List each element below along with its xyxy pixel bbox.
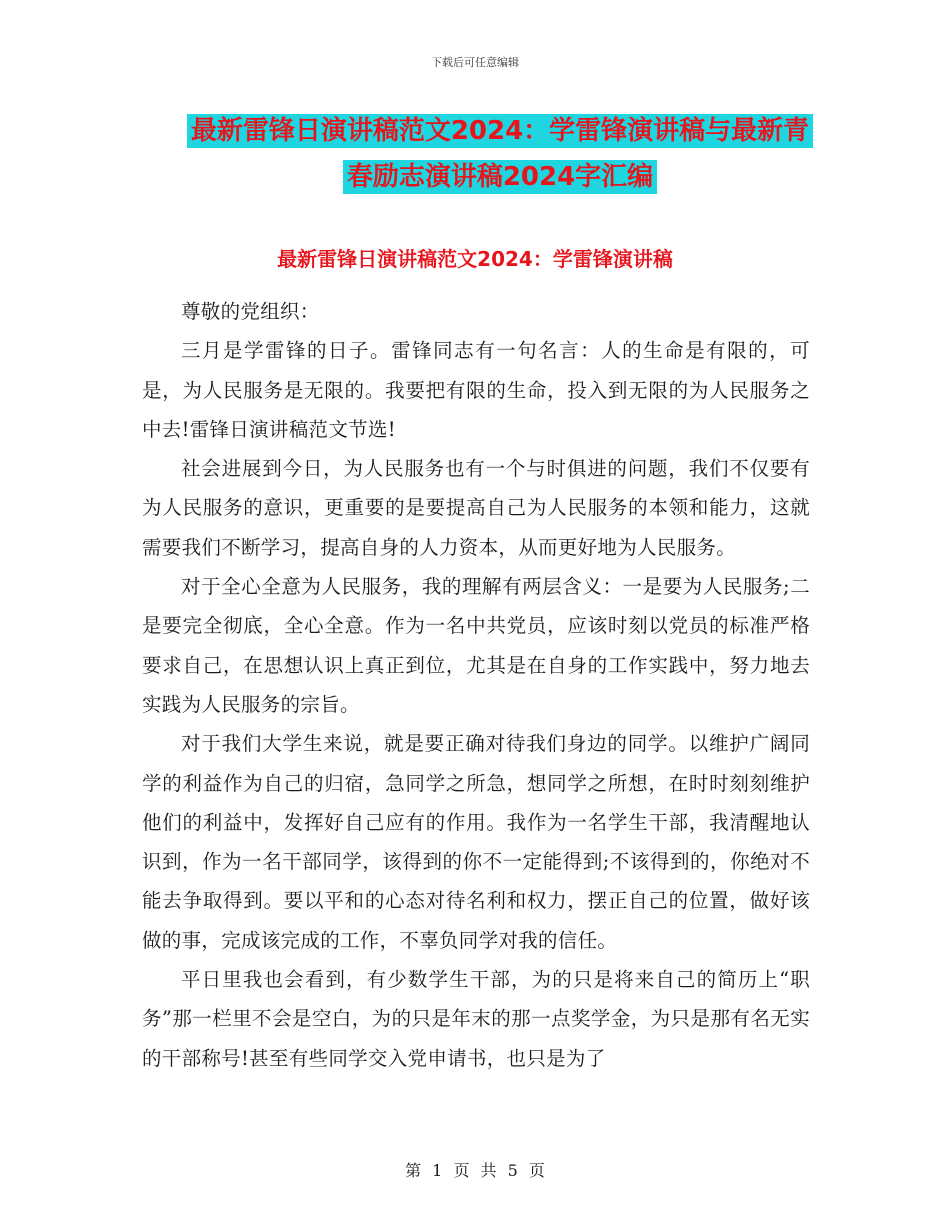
paragraph: 三月是学雷锋的日子。雷锋同志有一句名言：人的生命是有限的，可是，为人民服务是无限的。我要把有限的生命，投入到无限的为人民服务之中去!雷锋日演讲稿范文节选! — [142, 339, 810, 441]
page-footer: 第 1 页 共 5 页 — [405, 1161, 545, 1180]
body-text — [142, 292, 810, 1078]
paragraph: 对于全心全意为人民服务，我的理解有两层含义：一是要为人民服务;二是要完全彻底，全心全意。作为一名中共党员，应该时刻以党员的标准严格要求自己，在思想认识上真正到位，尤其是在自身的工作实践中，努力地去实践为人民服务的宗旨。 — [142, 575, 810, 716]
paragraph: 尊敬的党组织： — [181, 300, 320, 323]
paragraph: 平日里我也会看到，有少数学生干部，为的只是将来自己的简历上“职务”那一栏里不会是空白，为的只是年末的那一点奖学金，为只是那有名无实的干部称号!甚至有些同学交入党申请书，也只是为了 — [142, 968, 810, 1070]
title-line-1: 最新雷锋日演讲稿范文2024：学雷锋演讲稿与最新青 — [187, 114, 813, 148]
title-line-2: 春励志演讲稿2024字汇编 — [343, 160, 657, 194]
paragraph: 社会进展到今日，为人民服务也有一个与时俱进的问题，我们不仅要有为人民服务的意识，更重要的是要提高自己为人民服务的本领和能力，这就需要我们不断学习，提高自身的人力资本，从而更好地为人民服务。 — [142, 457, 810, 559]
header-note: 下载后可任意编辑 — [431, 56, 519, 69]
paragraph: 对于我们大学生来说，就是要正确对待我们身边的同学。以维护广阔同学的利益作为自己的归宿，急同学之所急，想同学之所想，在时时刻刻维护他们的利益中，发挥好自己应有的作用。我作为一名学生干部，我清醒地认识到，作为一名干部同学，该得到的你不一定能得到;不该得到的，你绝对不能去争取得到。要以平和的心态对待名利和权力，摆正自己的位置，做好该做的事，完成该完成的工作，不辜负同学对我的信任。 — [142, 732, 810, 952]
document-title — [150, 108, 850, 200]
section-title: 最新雷锋日演讲稿范文2024：学雷锋演讲稿 — [277, 247, 673, 271]
